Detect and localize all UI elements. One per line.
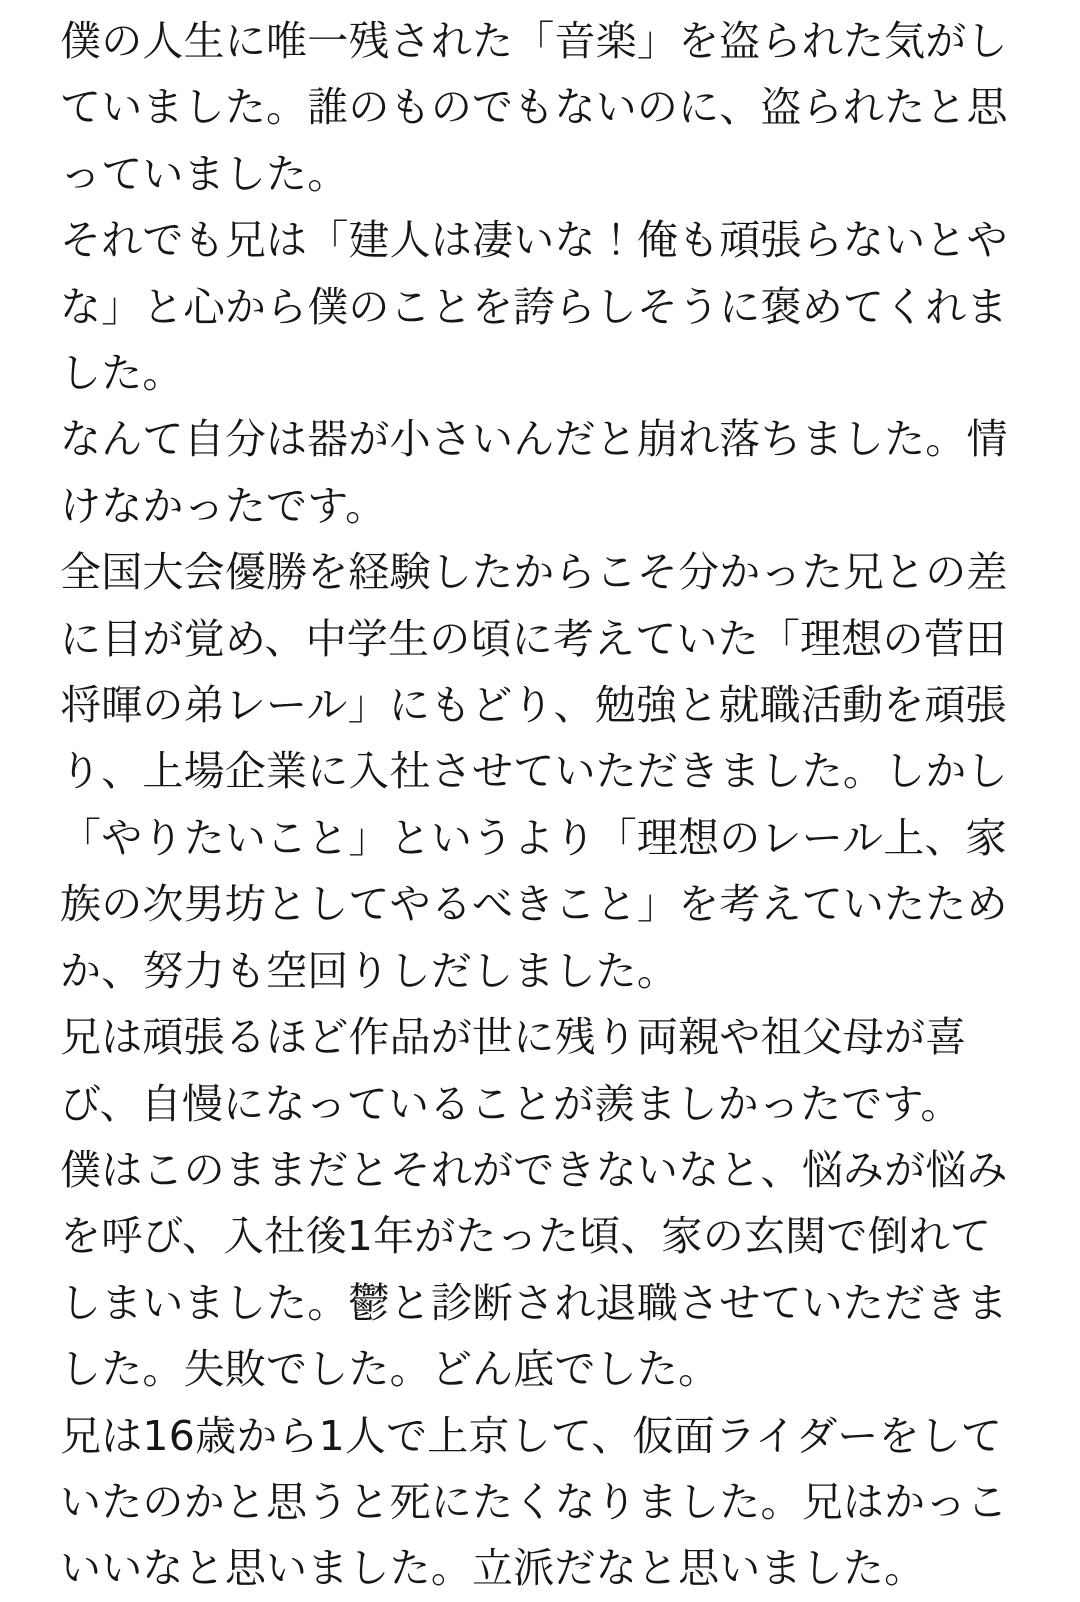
paragraph: なんて自分は器が小さいんだと崩れ落ちました。情けなかったです。 xyxy=(60,415,1008,530)
paragraph: 全国大会優勝を経験したからこそ分かった兄との差に目が覚め、中学生の頃に考えていた「理想の菅田将暉の弟レール」にもどり、勉強と就職活動を頑張り、上場企業に入社させていただきました。しかし「やりたいこと」というより「理想のレール上、家族の次男坊としてやるべきこと」を考えていたためか、努力も空回りしだしました。 xyxy=(60,548,1008,995)
document-body xyxy=(60,8,1008,1602)
paragraph: それでも兄は「建人は凄いな！俺も頑張らないとやな」と心から僕のことを誇らしそうに褒めてくれました。 xyxy=(60,216,1008,398)
paragraph: 僕の人生に唯一残された「音楽」を盗られた気がしていました。誰のものでもないのに、盗られたと思っていました。 xyxy=(60,17,1008,198)
paragraph: 兄は16歳から1人で上京して、仮面ライダーをしていたのかと思うと死にたくなりました。兄はかっこいいなと思いました。立派だなと思いました。 xyxy=(60,1411,1008,1593)
paragraph: 兄は頑張るほど作品が世に残り両親や祖父母が喜び、自慢になっていることが羨ましかったです。 xyxy=(60,1013,967,1128)
paragraph: 僕はこのままだとそれができないなと、悩みが悩みを呼び、入社後1年がたった頃、家の玄関で倒れてしまいました。鬱と診断され退職させていただきました。失敗でした。どん底でした。 xyxy=(60,1145,1008,1394)
